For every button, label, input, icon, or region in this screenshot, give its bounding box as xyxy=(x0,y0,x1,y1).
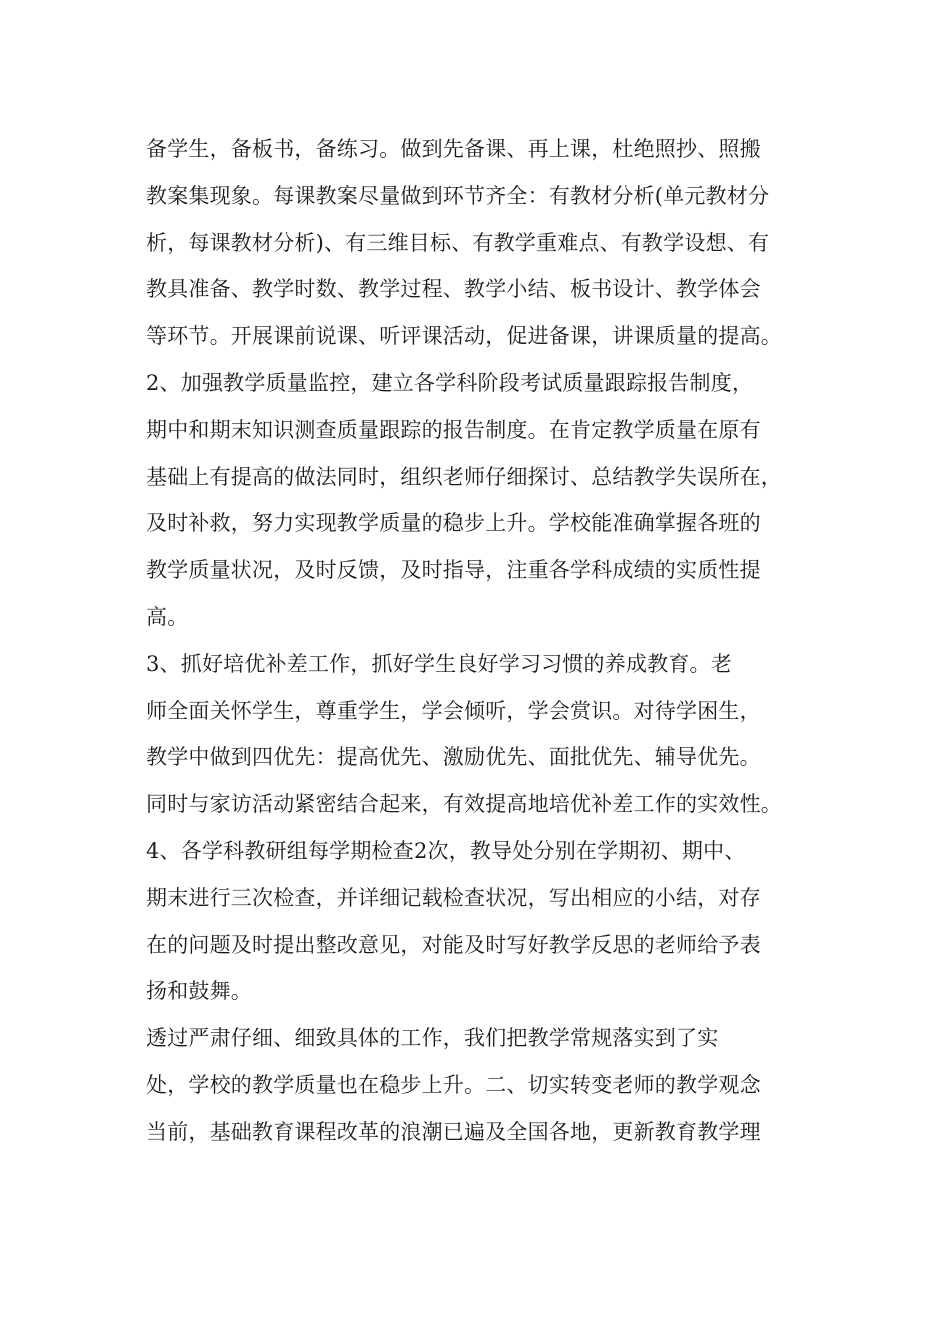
text-line: 透过严肃仔细、细致具体的工作，我们把教学常规落实到了实 xyxy=(146,1026,719,1051)
text-line: 2、加强教学质量监控，建立各学科阶段考试质量跟踪报告制度， xyxy=(146,370,754,395)
document-body xyxy=(146,126,826,1156)
text-line: 处，学校的教学质量也在稳步上升。二、切实转变老师的教学观念 xyxy=(146,1072,761,1097)
text-line: 及时补救，努力实现教学质量的稳步上升。学校能准确掌握各班的 xyxy=(146,511,761,536)
text-line: 析，每课教材分析)、有三维目标、有教学重难点、有教学设想、有 xyxy=(146,230,770,255)
text-line: 等环节。开展课前说课、听评课活动，促进备课，讲课质量的提高。 xyxy=(146,324,782,349)
text-line: 期末进行三次检查，并详细记载检查状况，写出相应的小结，对存 xyxy=(146,885,761,910)
text-line: 教学质量状况，及时反馈，及时指导，注重各学科成绩的实质性提 xyxy=(146,558,761,583)
text-line: 教具准备、教学时数、教学过程、教学小结、板书设计、教学体会 xyxy=(146,277,761,302)
text-line: 期中和期末知识测查质量跟踪的报告制度。在肯定教学质量在原有 xyxy=(146,417,761,442)
text-line: 扬和鼓舞。 xyxy=(146,979,252,1004)
text-line: 当前，基础教育课程改革的浪潮已遍及全国各地，更新教育教学理 xyxy=(146,1119,761,1144)
text-line: 高。 xyxy=(146,604,189,629)
text-line: 备学生，备板书，备练习。做到先备课、再上课，杜绝照抄、照搬 xyxy=(146,137,761,161)
text-line: 基础上有提高的做法同时，组织老师仔细探讨、总结教学失误所在， xyxy=(146,464,782,489)
text-line: 在的问题及时提出整改意见，对能及时写好教学反思的老师给予表 xyxy=(146,932,761,957)
text-line: 4、各学科教研组每学期检查2次，教导处分别在学期初、期中、 xyxy=(146,838,746,863)
text-line: 同时与家访活动紧密结合起来，有效提高地培优补差工作的实效性。 xyxy=(146,792,782,817)
text-line: 3、抓好培优补差工作，抓好学生良好学习习惯的养成教育。老 xyxy=(146,651,732,676)
text-line: 师全面关怀学生，尊重学生，学会倾听，学会赏识。对待学困生， xyxy=(146,698,761,723)
text-line: 教案集现象。每课教案尽量做到环节齐全：有教材分析(单元教材分 xyxy=(146,183,770,208)
text-line: 教学中做到四优先：提高优先、激励优先、面批优先、辅导优先。 xyxy=(146,745,761,770)
